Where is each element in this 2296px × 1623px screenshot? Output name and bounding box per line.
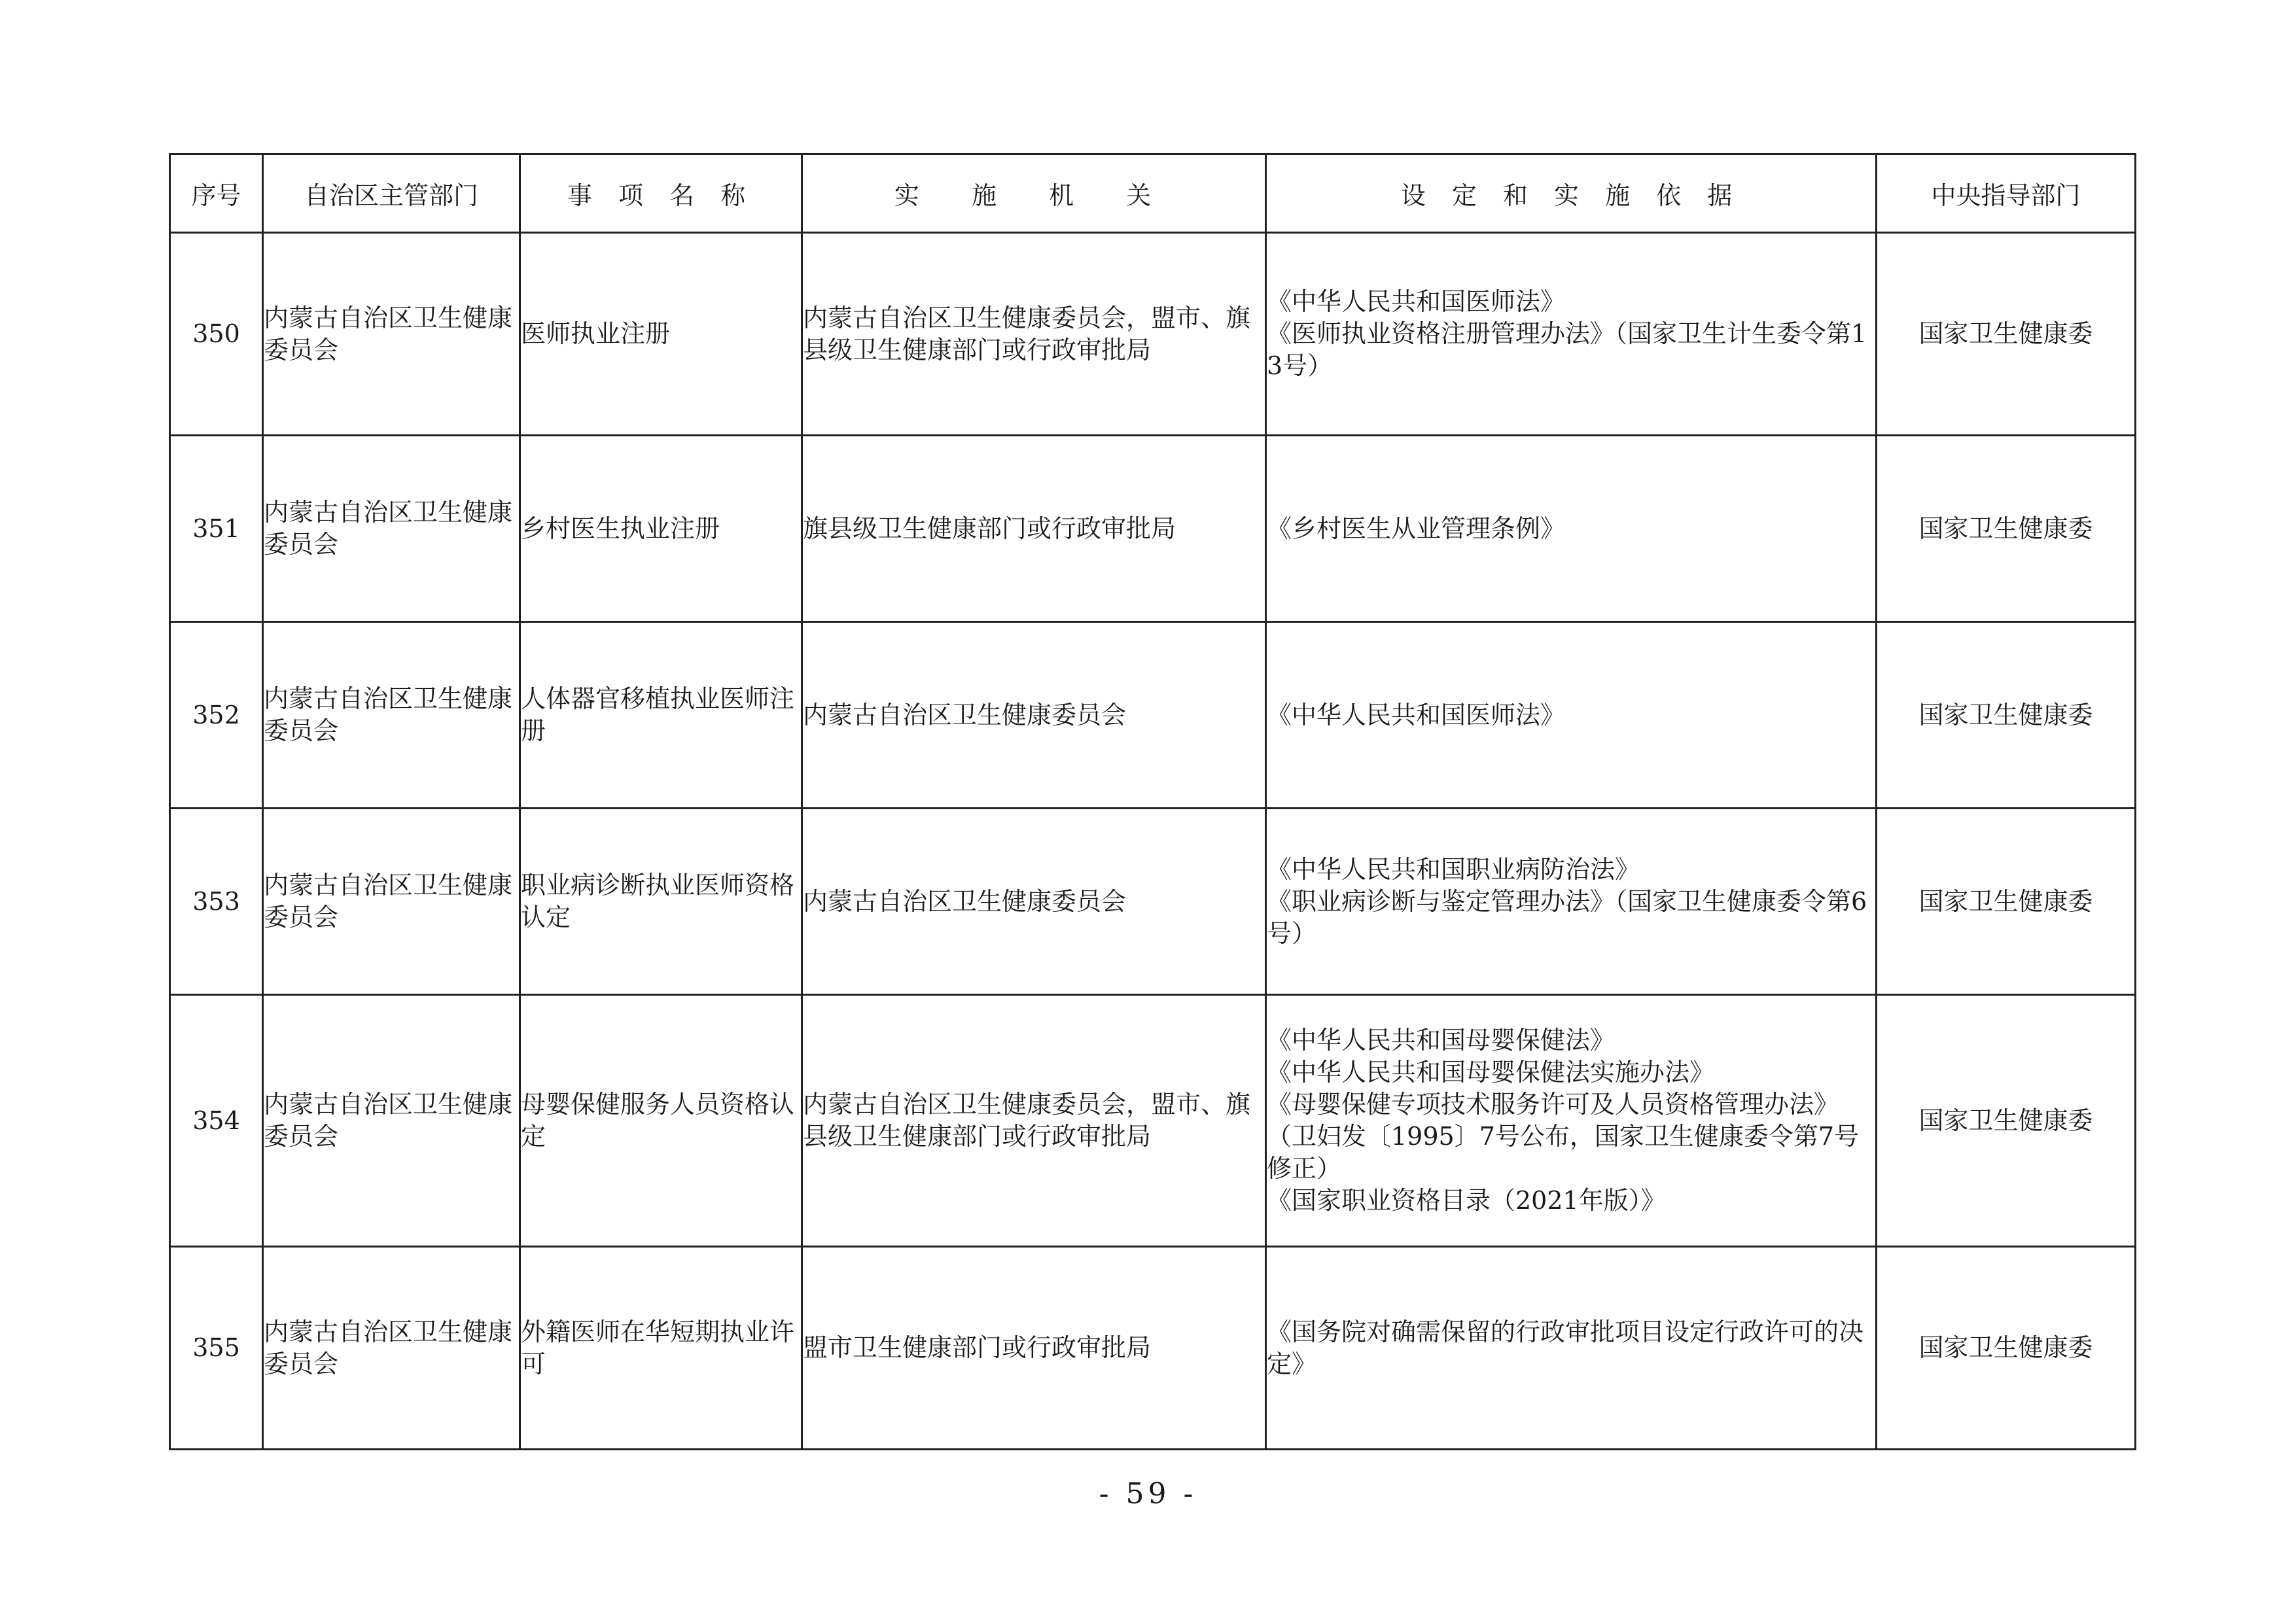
cell-department: 内蒙古自治区卫生健康委员会 — [263, 622, 520, 809]
basis-line: 《中华人民共和国母婴保健法》 — [1267, 1026, 1616, 1055]
cell-department: 内蒙古自治区卫生健康委员会 — [263, 809, 520, 995]
cell-authority: 盟市卫生健康部门或行政审批局 — [802, 1247, 1266, 1450]
basis-line: 《职业病诊断与鉴定管理办法》（国家卫生健康委令第6号） — [1267, 886, 1867, 948]
cell-authority: 内蒙古自治区卫生健康委员会 — [802, 809, 1266, 995]
basis-line: 《母婴保健专项技术服务许可及人员资格管理办法》（卫妇发〔1995〕7号公布，国家卫生健康委令第7号修正） — [1267, 1090, 1860, 1183]
cell-item-name: 乡村医生执业注册 — [520, 436, 802, 622]
cell-basis — [1266, 809, 1877, 995]
cell-seq: 351 — [170, 436, 263, 622]
basis-line: 《国务院对确需保留的行政审批项目设定行政许可的决定》 — [1267, 1317, 1864, 1378]
header-authority: 实 施 机 关 — [802, 154, 1266, 233]
cell-central-dept: 国家卫生健康委 — [1877, 233, 2136, 436]
cell-authority: 内蒙古自治区卫生健康委员会，盟市、旗县级卫生健康部门或行政审批局 — [802, 233, 1266, 436]
basis-line: 《国家职业资格目录（2021年版）》 — [1267, 1186, 1666, 1215]
cell-basis — [1266, 622, 1877, 809]
basis-line: 《中华人民共和国职业病防治法》 — [1267, 854, 1640, 884]
basis-line: 《中华人民共和国母婴保健法实施办法》 — [1267, 1058, 1715, 1087]
header-department: 自治区主管部门 — [263, 154, 520, 233]
header-basis: 设 定 和 实 施 依 据 — [1266, 154, 1877, 233]
cell-basis — [1266, 995, 1877, 1247]
approval-items-table — [169, 153, 2136, 1450]
header-seq: 序号 — [170, 154, 263, 233]
basis-line: 《乡村医生从业管理条例》 — [1267, 514, 1566, 543]
table-row — [170, 622, 2136, 809]
header-item-name: 事 项 名 称 — [520, 154, 802, 233]
page-number: - 59 - — [1099, 1477, 1197, 1510]
basis-line: 《医师执业资格注册管理办法》（国家卫生计生委令第13号） — [1267, 319, 1867, 380]
table-body — [170, 233, 2136, 1450]
basis-line: 《中华人民共和国医师法》 — [1267, 700, 1566, 729]
cell-seq: 352 — [170, 622, 263, 809]
cell-central-dept: 国家卫生健康委 — [1877, 436, 2136, 622]
table-row — [170, 995, 2136, 1247]
table-header-row — [170, 154, 2136, 233]
cell-department: 内蒙古自治区卫生健康委员会 — [263, 995, 520, 1247]
cell-department: 内蒙古自治区卫生健康委员会 — [263, 233, 520, 436]
cell-basis — [1266, 1247, 1877, 1450]
cell-department: 内蒙古自治区卫生健康委员会 — [263, 436, 520, 622]
cell-seq: 350 — [170, 233, 263, 436]
table-row — [170, 1247, 2136, 1450]
cell-basis — [1266, 436, 1877, 622]
cell-central-dept: 国家卫生健康委 — [1877, 622, 2136, 809]
cell-seq: 355 — [170, 1247, 263, 1450]
basis-line: 《中华人民共和国医师法》 — [1267, 287, 1566, 316]
cell-authority: 旗县级卫生健康部门或行政审批局 — [802, 436, 1266, 622]
cell-item-name: 外籍医师在华短期执业许可 — [520, 1247, 802, 1450]
table-row — [170, 436, 2136, 622]
cell-central-dept: 国家卫生健康委 — [1877, 995, 2136, 1247]
cell-seq: 353 — [170, 809, 263, 995]
table-row — [170, 233, 2136, 436]
cell-seq: 354 — [170, 995, 263, 1247]
cell-authority: 内蒙古自治区卫生健康委员会，盟市、旗县级卫生健康部门或行政审批局 — [802, 995, 1266, 1247]
cell-department: 内蒙古自治区卫生健康委员会 — [263, 1247, 520, 1450]
table-row — [170, 809, 2136, 995]
cell-item-name: 人体器官移植执业医师注册 — [520, 622, 802, 809]
cell-item-name: 母婴保健服务人员资格认定 — [520, 995, 802, 1247]
cell-item-name: 职业病诊断执业医师资格认定 — [520, 809, 802, 995]
header-central-dept: 中央指导部门 — [1877, 154, 2136, 233]
cell-central-dept: 国家卫生健康委 — [1877, 1247, 2136, 1450]
cell-authority: 内蒙古自治区卫生健康委员会 — [802, 622, 1266, 809]
cell-central-dept: 国家卫生健康委 — [1877, 809, 2136, 995]
cell-item-name: 医师执业注册 — [520, 233, 802, 436]
cell-basis — [1266, 233, 1877, 436]
